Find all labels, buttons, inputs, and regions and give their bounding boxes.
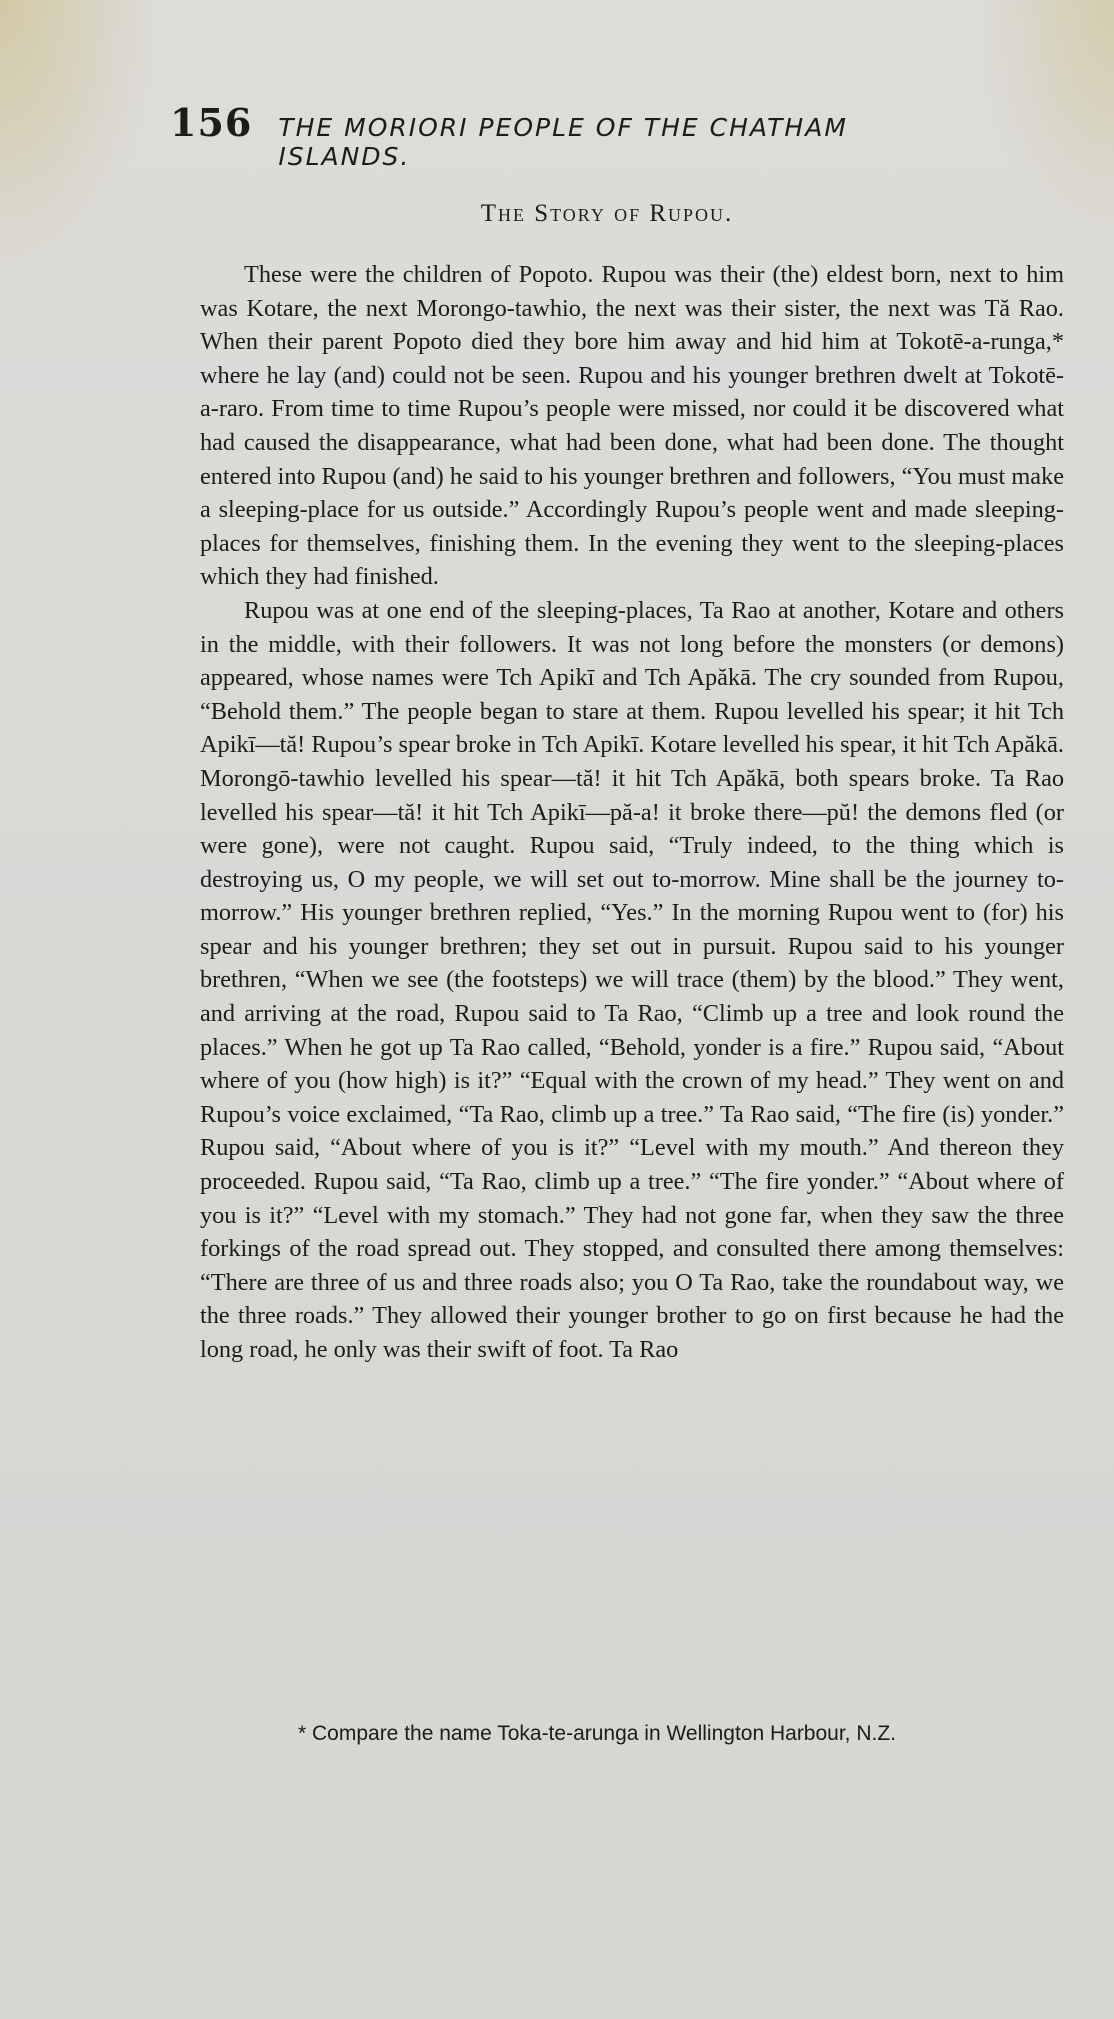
page-header <box>170 100 970 171</box>
story-title: The Story of Rupou. <box>480 200 734 227</box>
paragraph-2: Rupou was at one end of the sleeping-places, Ta Rao at another, Kotare and others in the middle, with their followers. It was not long before the monsters (or demons) appeared, whose names were Tch Apikī and Tch Apăkā. The cry sounded from Rupou, “Behold them.” The people began to stare at them. Rupou levelled his spear; it hit Tch Apikī—tă! Rupou’s spear broke in Tch Apikī. Kotare levelled his spear, it hit Tch Apăkā. Morongō-tawhio levelled his spear—tă! it hit Tch Apăkā, both spears broke. Ta Rao levelled his spear—tă! it hit Tch Apikī—pă-a! it broke there—pŭ! the demons fled (or were gone), were not caught. Rupou said, “Truly indeed, to the thing which is destroying us, O my people, we will set out to-morrow. Mine shall be the journey to-morrow.” His younger brethren replied, “Yes.” In the morning Rupou went to (for) his spear and his younger brethren; they set out in pursuit. Rupou said to his younger brethren, “When we see (the footsteps) we will trace (them) by the blood.” They went, and arriving at the road, Rupou said to Ta Rao, “Climb up a tree and look round the places.” When he got up Ta Rao called, “Behold, yonder is a fire.” Rupou said, “About where of you (how high) is it?” “Equal with the crown of my head.” They went on and Rupou’s voice exclaimed, “Ta Rao, climb up a tree.” Ta Rao said, “The fire (is) yonder.” Rupou said, “About where of you is it?” “Level with my mouth.” And thereon they proceeded. Rupou said, “Ta Rao, climb up a tree.” “The fire yonder.” “About where of you is it?” “Level with my stomach.” They had not gone far, when they saw the three forkings of the road spread out. They stopped, and consulted there among themselves: “There are three of us and three roads also; you O Ta Rao, take the roundabout way, we the three roads.” They allowed their younger brother to go on first because he had the long road, he only was their swift of foot. Ta Rao <box>200 596 1064 1363</box>
footnote: * Compare the name Toka-te-arunga in Wellington Harbour, N.Z. <box>297 1722 897 1745</box>
page-number: 156 <box>170 100 253 145</box>
story-body <box>200 258 1064 1367</box>
paragraph-1: These were the children of Popoto. Rupou was their (the) eldest born, next to him was Kotare, the next Morongo-tawhio, the next was their sister, the next was Tă Rao. When their parent Popoto died they bore him away and hid him at Tokotē-a-runga,* where he lay (and) could not be seen. Rupou and his younger brethren dwelt at Tokotē-a-raro. From time to time Rupou’s people were missed, nor could it be discovered what had caused the disappearance, what had been done, what had been done. The thought entered into Rupou (and) he said to his younger brethren and followers, “You must make a sleeping-place for us outside.” Accordingly Rupou’s people went and made sleeping-places for themselves, finishing them. In the evening they went to the sleeping-places which they had finished. <box>200 261 1064 591</box>
running-head: THE MORIORI PEOPLE OF THE CHATHAM ISLANDS. <box>278 113 848 171</box>
